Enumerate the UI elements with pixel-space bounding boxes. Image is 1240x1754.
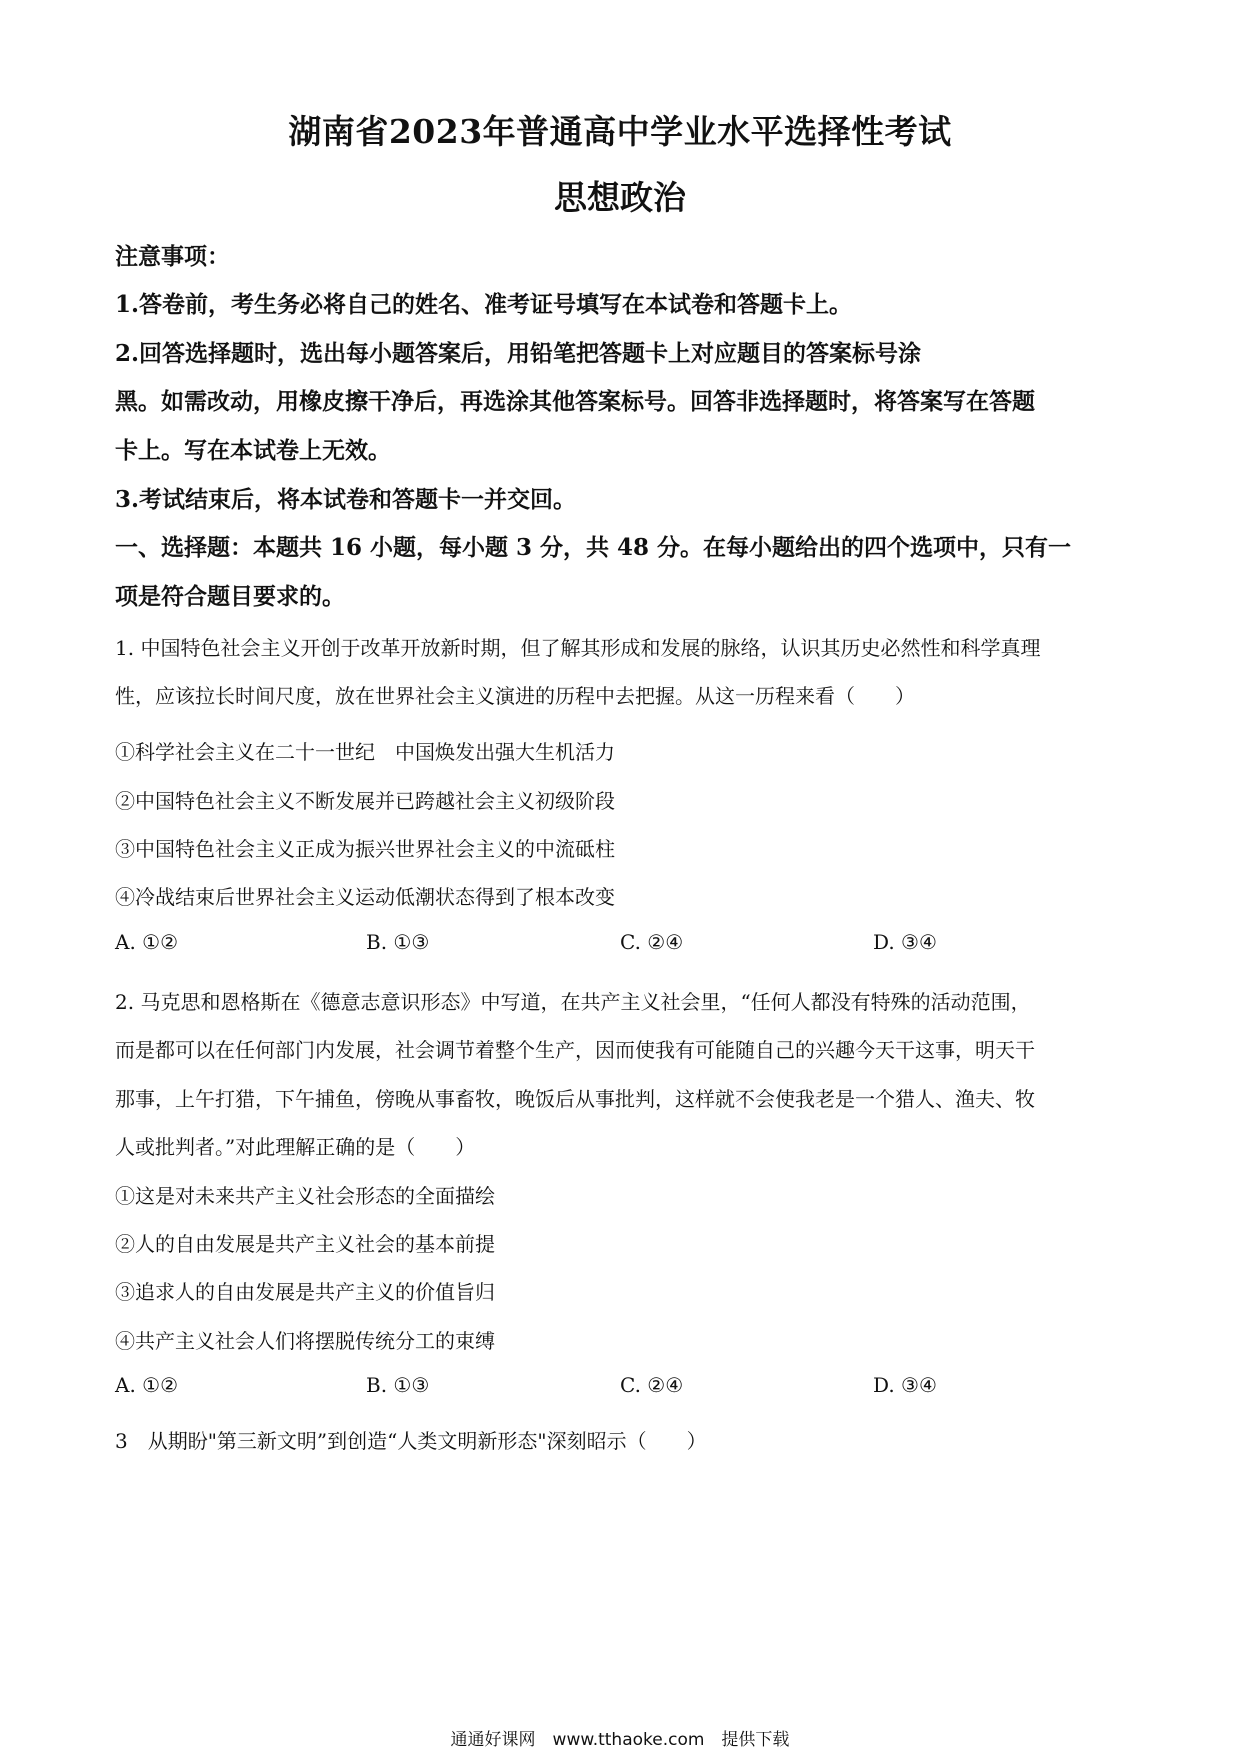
q2-option-b: B. ①③ — [366, 1373, 430, 1397]
q1-option-c: C. ②④ — [620, 930, 684, 954]
q2-stem-line-2: 而是都可以在任何部门内发展，社会调节着整个生产，因而使我有可能随自己的兴趣今天干这事，明天干 — [115, 1038, 1035, 1062]
q1-option-b: B. ①③ — [366, 930, 430, 954]
page-footer: 通通好课网 www.tthaoke.com 提供下载 — [450, 1730, 790, 1750]
q2-option-d: D. ③④ — [873, 1373, 937, 1397]
notice-item-2-line-1: 2.回答选择题时，选出每小题答案后，用铅笔把答题卡上对应题目的答案标号涂 — [115, 340, 922, 367]
notice-item-2-line-2: 黑。如需改动，用橡皮擦干净后，再选涂其他答案标号。回答非选择题时，将答案写在答题 — [115, 388, 1035, 415]
notice-item-3: 3.考试结束后，将本试卷和答题卡一并交回。 — [115, 486, 577, 513]
exam-title: 湖南省2023年普通高中学业水平选择性考试 — [288, 112, 952, 151]
q2-option-c: C. ②④ — [620, 1373, 684, 1397]
notice-item-2-line-3: 卡上。写在本试卷上无效。 — [115, 437, 391, 464]
q2-statement-1: ①这是对未来共产主义社会形态的全面描绘 — [115, 1184, 495, 1208]
q2-statement-2: ②人的自由发展是共产主义社会的基本前提 — [115, 1232, 495, 1256]
q1-statement-3: ③中国特色社会主义正成为振兴世界社会主义的中流砥柱 — [115, 837, 615, 861]
q1-statement-1: ①科学社会主义在二十一世纪 中国焕发出强大生机活力 — [115, 740, 615, 764]
q1-stem-line-1: 1. 中国特色社会主义开创于改革开放新时期，但了解其形成和发展的脉络，认识其历史必然性和科学真理 — [115, 636, 1041, 660]
q1-statement-2: ②中国特色社会主义不断发展并已跨越社会主义初级阶段 — [115, 789, 615, 813]
q2-stem-line-1: 2. 马克思和恩格斯在《德意志意识形态》中写道，在共产主义社会里，“任何人都没有特殊的活动范围， — [115, 990, 1031, 1014]
q1-stem-line-2: 性，应该拉长时间尺度，放在世界社会主义演进的历程中去把握。从这一历程来看（ ） — [115, 684, 915, 708]
section-heading-line-1: 一、选择题：本题共 16 小题，每小题 3 分，共 48 分。在每小题给出的四个选项中，只有一 — [115, 534, 1072, 561]
q2-statement-3: ③追求人的自由发展是共产主义的价值旨归 — [115, 1280, 495, 1304]
notice-item-1: 1.答卷前，考生务必将自己的姓名、准考证号填写在本试卷和答题卡上。 — [115, 291, 853, 318]
q2-stem-line-3: 那事，上午打猎，下午捕鱼，傍晚从事畜牧，晚饭后从事批判，这样就不会使我老是一个猎人、渔夫、牧 — [115, 1087, 1035, 1111]
q2-stem-line-4: 人或批判者。”对此理解正确的是（ ） — [115, 1135, 476, 1159]
section-heading-line-2: 项是符合题目要求的。 — [115, 583, 345, 610]
q1-option-d: D. ③④ — [873, 930, 937, 954]
subject-title: 思想政治 — [554, 178, 686, 217]
notice-heading: 注意事项： — [115, 243, 230, 270]
q1-statement-4: ④冷战结束后世界社会主义运动低潮状态得到了根本改变 — [115, 885, 615, 909]
q1-option-a: A. ①② — [115, 930, 179, 954]
q2-option-a: A. ①② — [115, 1373, 179, 1397]
q3-stem-line-1: 3 从期盼"第三新文明”到创造“人类文明新形态"深刻昭示（ ） — [115, 1429, 707, 1453]
q2-statement-4: ④共产主义社会人们将摆脱传统分工的束缚 — [115, 1329, 495, 1353]
